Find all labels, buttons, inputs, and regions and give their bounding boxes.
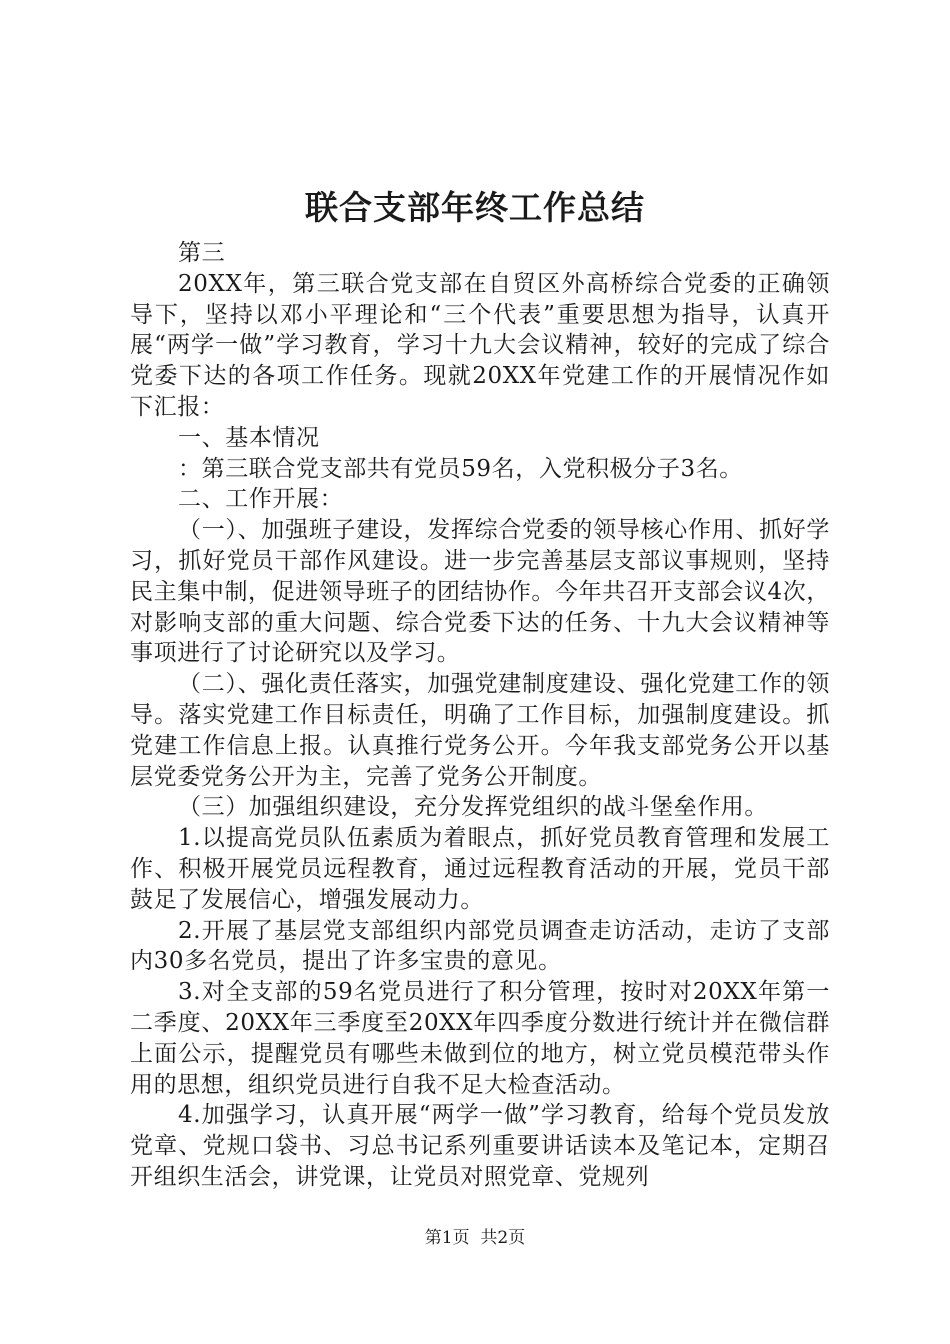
list-item: 4.加强学习，认真开展“两学一做”学习教育，给每个党员发放党章、党规口袋书、习总书记系列重要讲话读本及笔记本，定期召开组织生活会，讲党课，让党员对照党章、党规列 — [130, 1102, 830, 1190]
paragraph: （三）加强组织建设，充分发挥党组织的战斗堡垒作用。 — [178, 794, 768, 821]
paragraph: 20XX年，第三联合党支部在自贸区外高桥综合党委的正确领导下，坚持以邓小平理论和“三个代表”重要思想为指导，认真开展“两学一做”学习教育，学习十九大会议精神，较好的完成了综合党委下达的各项工作任务。现就20XX年党建工作的开展情况作如下汇报： — [130, 270, 830, 420]
list-item: 2.开展了基层党支部组织内部党员调查走访活动，走访了支部内30多名党员，提出了许多宝贵的意见。 — [130, 917, 830, 975]
page-number: 第1页 — [424, 1228, 470, 1248]
document-body — [130, 238, 830, 1193]
paragraph: ：第三联合党支部共有党员59名，入党积极分子3名。 — [178, 455, 743, 482]
page-total: 共2页 — [480, 1228, 526, 1248]
paragraph: （一）、加强班子建设，发挥综合党委的领导核心作用、抓好学习，抓好党员干部作风建设。进一步完善基层支部议事规则，坚持民主集中制，促进领导班子的团结协作。今年共召开支部会议4次，对影响支部的重大问题、综合党委下达的任务、十九大会议精神等事项进行了讨论研究以及学习。 — [130, 517, 830, 667]
list-item: 3.对全支部的59名党员进行了积分管理，按时对20XX年第一二季度、20XX年三季度至20XX年四季度分数进行统计并在微信群上面公示，提醒党员有哪些未做到位的地方，树立党员模范带头作用的思想，组织党员进行自我不足大检查活动。 — [130, 979, 830, 1098]
document-title: 联合支部年终工作总结 — [305, 188, 645, 227]
page-footer — [0, 1226, 950, 1250]
section-heading: 一、基本情况 — [178, 424, 320, 451]
paragraph: 第三 — [178, 240, 226, 266]
paragraph: （二）、强化责任落实，加强党建制度建设、强化党建工作的领导。落实党建工作目标责任，明确了工作目标，加强制度建设。抓党建工作信息上报。认真推行党务公开。今年我支部党务公开以基层党委党务公开为主，完善了党务公开制度。 — [130, 671, 830, 790]
section-heading: 二、工作开展： — [178, 486, 344, 513]
list-item: 1.以提高党员队伍素质为着眼点，抓好党员教育管理和发展工作、积极开展党员远程教育，通过远程教育活动的开展，党员干部鼓足了发展信心，增强发展动力。 — [130, 825, 830, 913]
